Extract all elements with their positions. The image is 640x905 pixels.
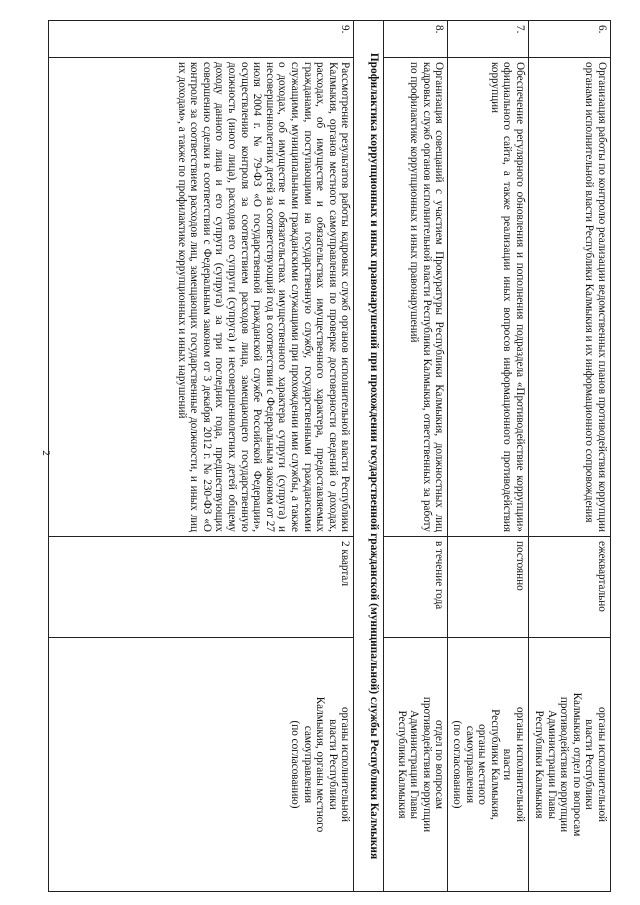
table-row bbox=[448, 21, 529, 892]
measure-description: Организация совещаний с участием Прокуратуры Республики Калмыкия, должностных лиц кадровых служб органов исполнительной власти Республики Калмыкия, ответственных за работу по профилактике коррупционных и иных правонарушений bbox=[384, 58, 448, 537]
table-row bbox=[384, 21, 448, 892]
measure-responsible: органы исполнительной власти Республики Калмыкия, органы местного самоуправления (по согласованию) bbox=[49, 638, 354, 892]
row-number: 7. bbox=[448, 21, 529, 58]
page-number: 2 bbox=[40, 450, 52, 456]
row-number: 6. bbox=[529, 21, 611, 58]
table-row bbox=[49, 21, 354, 892]
section-heading: Профилактика коррупционных и иных правонарушений при прохождении государственной гражданской (муниципальной) службы Республики Калмыкия bbox=[354, 21, 384, 892]
measure-responsible: органы исполнительной власти Республики Калмыкия, органы местного самоуправления (по согласованию) bbox=[448, 638, 529, 892]
measure-description: Организация работы по контролю реализации ведомственных планов противодействия коррупции органами исполнительной власти Республики Калмыкия и их информационного сопровождения bbox=[529, 58, 611, 537]
measure-deadline: в течение года bbox=[384, 537, 448, 638]
measure-description: Рассмотрение результатов работы кадровых служб органов исполнительной власти Республики Калмыкия, органов местного самоуправления по проверке достоверности сведений о доходах, расходах, об имуществе и обязательствах имущественного характера, предоставляемых гражданами, поступающими на государственную службу, государственными гражданскими служащими, муниципальными гражданскими служащими при прохождении ими службы, а также о доходах, об имуществе и обязательствах имущественного характера супруги (супруга) и несовершеннолетних детей за соответствующий год в соответствии с Федеральным законом от 27 июля 2004 г. № 79-ФЗ «О государственной гражданской службе Российской Федерации», осуществлению контроля за соответствием расходов лица, замещающего государственную должность (иного лица), расходов его супруги (супруга) и несовершеннолетних детей общему доходу данного лица и его супруги (супруга) за три последних года, предшествующих совершению сделки в соответствии с Федеральным законом от 3 декабря 2012 г. № 230-ФЗ «О контроле за соответствием расходов лиц, замещающих государственные должности, и иных лиц их доходам», а также по профилактике коррупционных и иных нарушений bbox=[49, 58, 354, 537]
measure-deadline: постоянно bbox=[448, 537, 529, 638]
document-page bbox=[53, 20, 611, 892]
row-number: 9. bbox=[49, 21, 354, 58]
measure-description: Обеспечение регулярного обновления и пополнения подраздела «Противодействие коррупции» официального сайта, а также реализации иных вопросов информационного противодействия коррупции bbox=[448, 58, 529, 537]
measure-responsible: органы исполнительной власти Республики Калмыкия, отдел по вопросам противодействия коррупции Администрации Главы Республики Калмыкия bbox=[529, 638, 611, 892]
row-number: 8. bbox=[384, 21, 448, 58]
measure-responsible: отдел по вопросам противодействия коррупции Администрации Главы Республики Калмыкия bbox=[384, 638, 448, 892]
anticorruption-measures-table bbox=[48, 20, 611, 892]
measures-table-wrapper bbox=[53, 20, 611, 892]
measure-deadline: ежеквартально bbox=[529, 537, 611, 638]
section-heading-row bbox=[354, 21, 384, 892]
measure-deadline: 2 квартал bbox=[49, 537, 354, 638]
table-row bbox=[529, 21, 611, 892]
